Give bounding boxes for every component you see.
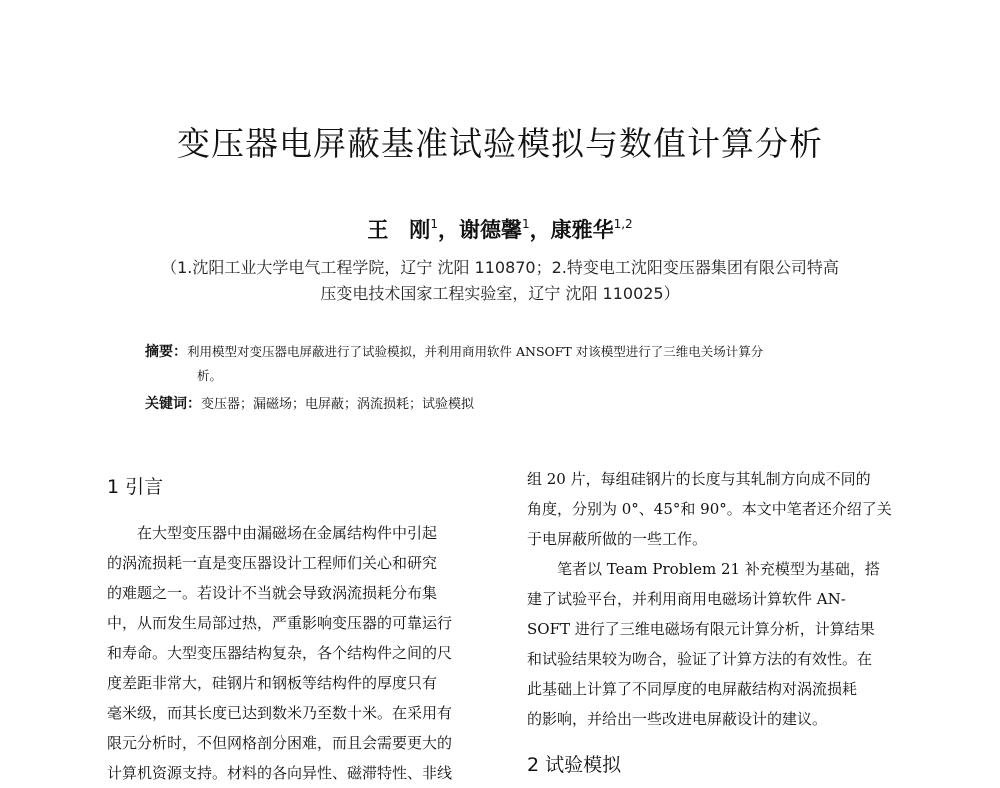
author-name: 王 刚 [367, 218, 431, 242]
body-text-line: 建了试验平台，并利用商用电磁场计算软件 AN- [527, 590, 846, 608]
author-list: 王 刚$^1$，谢德馨$^1$，康雅华$^{1,2}$ [367, 217, 633, 242]
abstract-text-line-2: 析。 [197, 368, 223, 383]
author-name: 康雅华 [550, 218, 614, 242]
affiliation-line-2: 压变电技术国家工程实验室，辽宁 沈阳 110025） [320, 284, 680, 303]
author-affil-mark: 1 [430, 217, 438, 231]
body-text-line: 和寿命。大型变压器结构复杂，各个结构件之间的尺 [107, 644, 453, 662]
author-affil-mark: 1 [521, 217, 530, 231]
section-heading-introduction: 1 引言 [107, 476, 164, 498]
affiliation-line-1: （1.沈阳工业大学电气工程学院，辽宁 沈阳 110870；2.特变电工沈阳变压器集团有限公司特高 [161, 258, 839, 277]
keywords [145, 392, 885, 417]
body-text-line: SOFT 进行了三维电磁场有限元计算分析，计算结果 [527, 620, 875, 638]
body-text-line: 的难题之一。若设计不当就会导致涡流损耗分布集 [107, 584, 438, 602]
body-text-line: 中，从而发生局部过热，严重影响变压器的可靠运行 [107, 614, 453, 632]
keywords-label: 关键词： [145, 396, 201, 412]
abstract [145, 340, 885, 388]
body-text-line: 度差距非常大，硅钢片和钢板等结构件的厚度只有 [107, 674, 438, 692]
body-text-line: 于电屏蔽所做的一些工作。 [527, 530, 708, 548]
abstract-text-line-1: 利用模型对变压器电屏蔽进行了试验模拟，并利用商用软件 ANSOFT 对该模型进行了三维电关场计算分 [187, 344, 764, 359]
body-text-line: 的影响，并给出一些改进电屏蔽设计的建议。 [527, 710, 828, 728]
body-text-line: 的涡流损耗一直是变压器设计工程师们关心和研究 [107, 554, 438, 572]
abstract-label: 摘要： [145, 344, 187, 360]
body-text-line: 和试验结果较为吻合，验证了计算方法的有效性。在 [527, 650, 873, 668]
body-text-line: 计算机资源支持。材料的各向异性、磁滞特性、非线 [107, 764, 453, 782]
right-column [527, 464, 912, 784]
left-column [107, 468, 497, 788]
body-text-line: 笔者以 Team Problem 21 补充模型为基础，搭 [557, 560, 880, 578]
body-text-line: 限元分析时，不但网格剖分困难，而且会需要更大的 [107, 734, 453, 752]
keywords-text: 变压器；漏磁场；电屏蔽；涡流损耗；试验模拟 [201, 397, 475, 412]
author-name: 谢德馨 [458, 218, 522, 242]
section-heading-experiment: 2 试验模拟 [527, 754, 622, 776]
body-text-line: 组 20 片，每组硅钢片的长度与其轧制方向成不同的 [527, 470, 871, 488]
body-text-line: 毫米级，而其长度已达到数米乃至数十米。在采用有 [107, 704, 453, 722]
paper-title: 变压器电屏蔽基准试验模拟与数值计算分析 [177, 124, 823, 163]
body-text-line: 此基础上计算了不同厚度的电屏蔽结构对涡流损耗 [527, 680, 858, 698]
author-affil-mark: 1,2 [613, 217, 633, 231]
body-text-line: 角度，分别为 0°、45°和 90°。本文中笔者还介绍了关 [527, 500, 892, 518]
body-text-line: 在大型变压器中由漏磁场在金属结构件中引起 [137, 524, 438, 542]
